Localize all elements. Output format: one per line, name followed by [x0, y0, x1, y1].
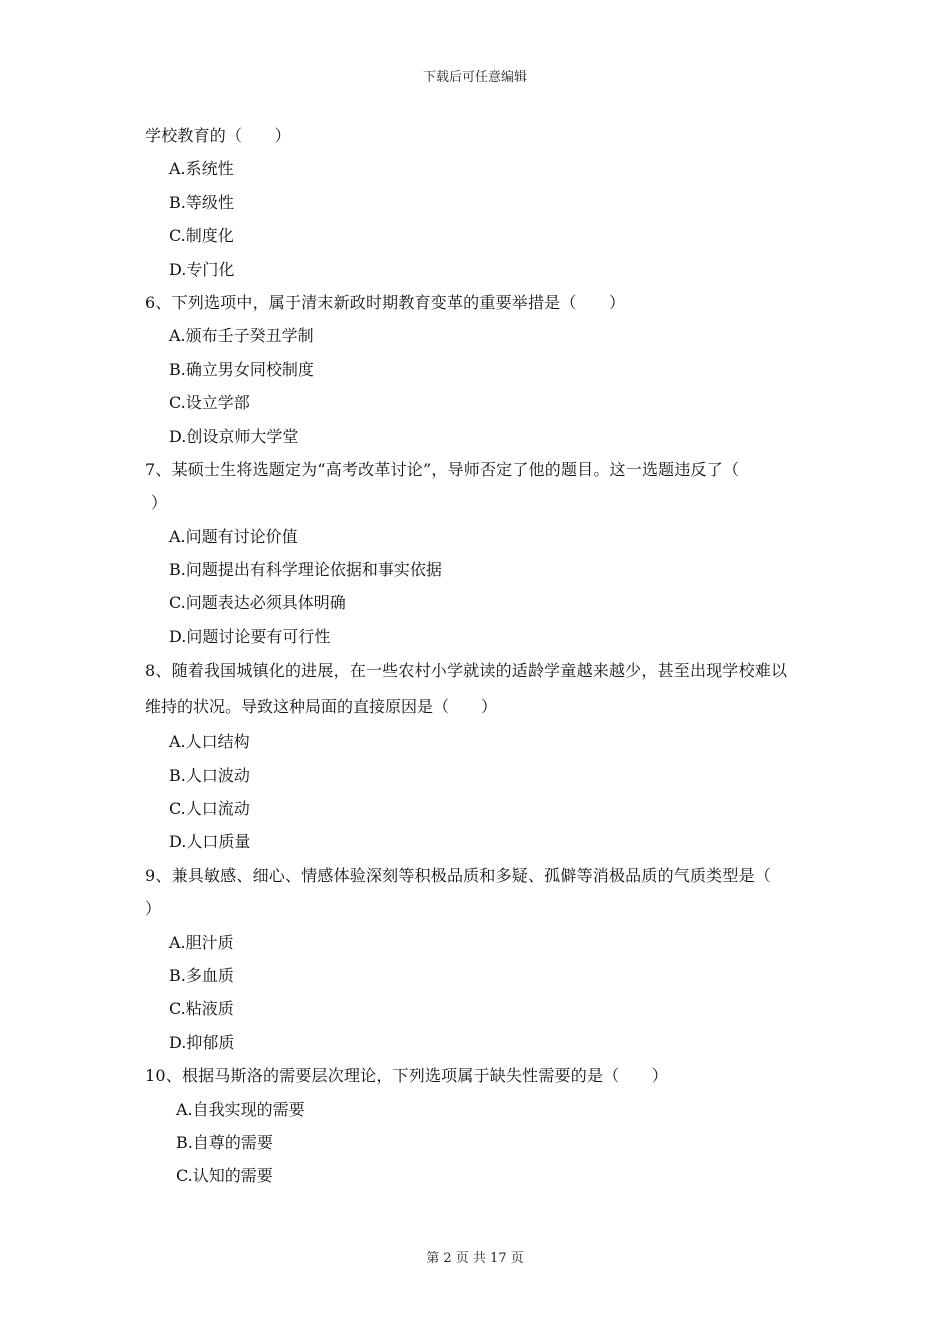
- option-b: B.问题提出有科学理论依据和事实依据: [169, 560, 442, 580]
- option-c: C.制度化: [169, 226, 234, 246]
- option-d: D.抑郁质: [169, 1032, 235, 1052]
- question-8-stem-continued: 维持的状况。导致这种局面的直接原因是（ ）: [145, 697, 498, 717]
- question-7-stem-continued: ）: [151, 493, 168, 513]
- option-a: A.问题有讨论价值: [169, 526, 298, 546]
- question-9-stem-continued: ）: [145, 899, 162, 919]
- option-c: C.设立学部: [169, 393, 250, 413]
- option-b: B.自尊的需要: [176, 1132, 273, 1152]
- question-8-stem: 8、随着我国城镇化的进展，在一些农村小学就读的适龄学童越来越少，甚至出现学校难以: [145, 661, 788, 681]
- question-stem: 学校教育的（ ）: [145, 126, 291, 145]
- option-b: B.确立男女同校制度: [169, 359, 314, 379]
- option-a: A.颁布壬子癸丑学制: [169, 326, 314, 346]
- option-c: C.人口流动: [169, 799, 250, 819]
- option-b: B.多血质: [169, 965, 234, 985]
- option-b: B.等级性: [169, 192, 234, 212]
- option-d: D.创设京师大学堂: [169, 426, 299, 446]
- option-a: A.胆汁质: [169, 932, 234, 952]
- option-a: A.人口结构: [169, 732, 250, 752]
- page-header: 下载后可任意编辑: [422, 70, 527, 85]
- option-d: D.问题讨论要有可行性: [169, 626, 331, 646]
- option-a: A.系统性: [169, 159, 234, 179]
- option-d: D.专门化: [169, 259, 235, 279]
- option-a: A.自我实现的需要: [176, 1099, 305, 1119]
- page-footer: 第 2 页 共 17 页: [426, 1251, 524, 1266]
- question-6-stem: 6、下列选项中，属于清末新政时期教育变革的重要举措是（ ）: [145, 292, 626, 312]
- option-b: B.人口波动: [169, 765, 250, 785]
- option-c: C.问题表达必须具体明确: [169, 593, 346, 613]
- option-c: C.粘液质: [169, 999, 234, 1019]
- question-7-stem: 7、某硕士生将选题定为“高考改革讨论”，导师否定了他的题目。这一选题违反了（: [145, 459, 740, 479]
- option-c: C.认知的需要: [176, 1166, 273, 1186]
- question-10-stem: 10、根据马斯洛的需要层次理论，下列选项属于缺失性需要的是（ ）: [145, 1066, 668, 1086]
- option-d: D.人口质量: [169, 832, 251, 852]
- question-list: [145, 119, 810, 1193]
- question-9-stem: 9、兼具敏感、细心、情感体验深刻等积极品质和多疑、孤僻等消极品质的气质类型是（: [145, 865, 771, 885]
